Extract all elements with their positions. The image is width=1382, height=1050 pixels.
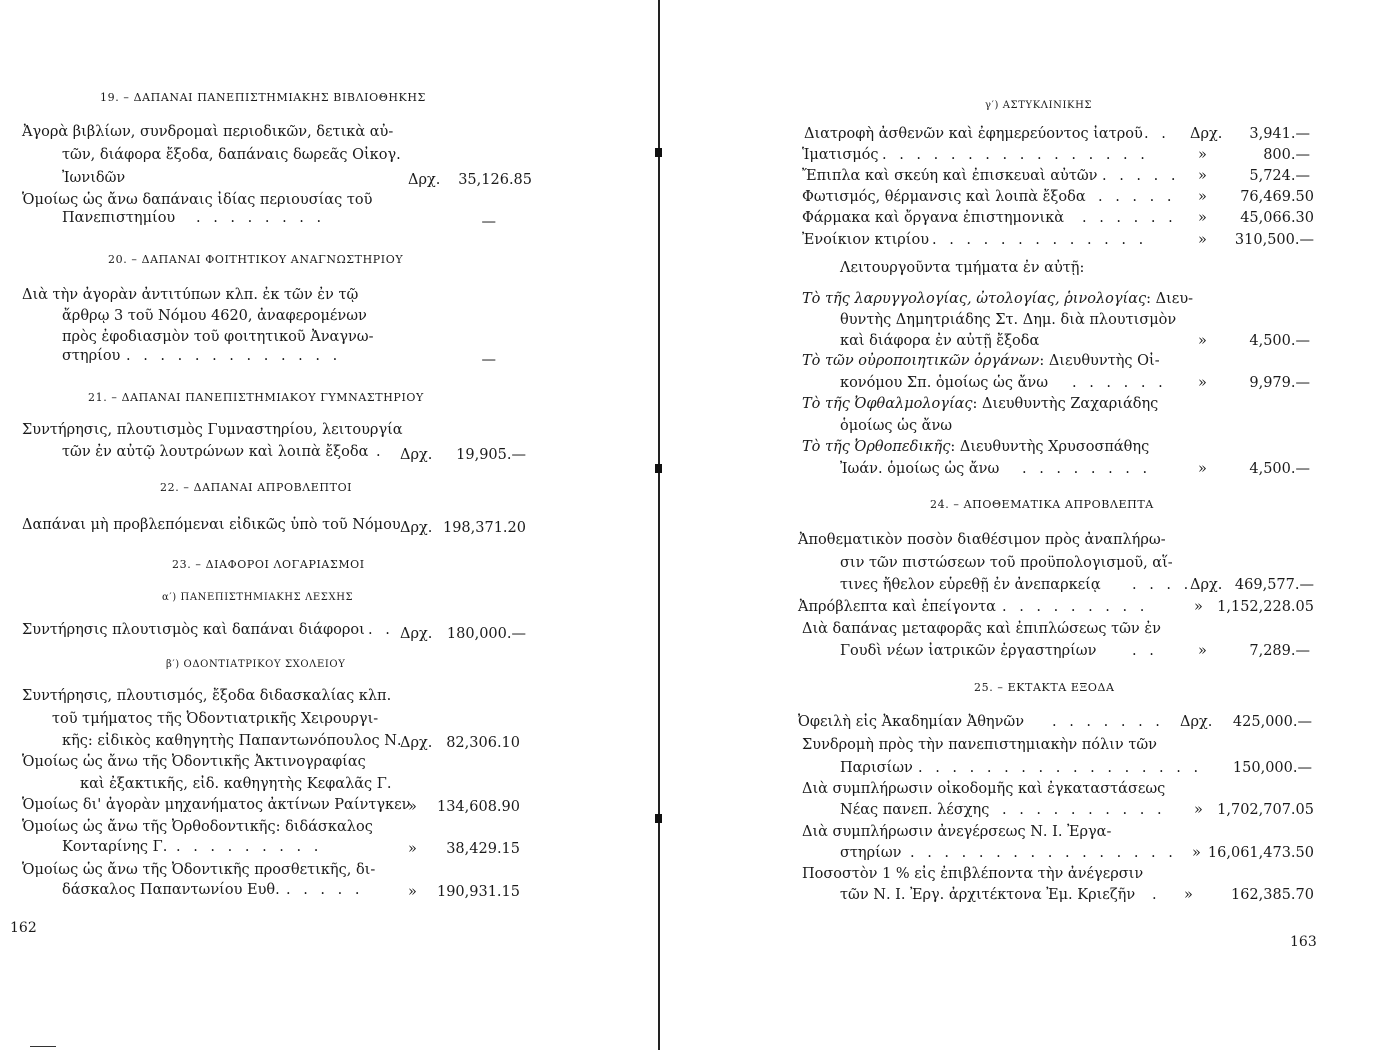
entry-text: τῶν, διάφορα ἔξοδα, δαπάναις δωρεᾶς Οἰκογ. — [62, 147, 401, 163]
subsection-heading: α′) ΠΑΝΕΠΙΣΤΗΜΙΑΚΗΣ ΛΕΣΧΗΣ — [162, 592, 354, 603]
entry-text: : Διευ- — [1146, 291, 1194, 307]
currency-label: Δρχ. — [408, 172, 441, 188]
entry-text: τινες ἤθελον εὑρεθῇ ἐν ἀνεπαρκείᾳ — [840, 577, 1101, 593]
currency-label: Δρχ. — [1190, 126, 1223, 142]
entry-text: Ὀφειλὴ εἰς Ἀκαδημίαν Ἀθηνῶν — [798, 714, 1025, 730]
entry-text: Διὰ δαπάνας μεταφορᾶς καὶ ἐπιπλώσεως τῶν ἐν — [802, 621, 1161, 637]
entry-text: Ποσοστὸν 1 % εἰς ἐπιβλέποντα τὴν ἀνέγερσιν — [802, 866, 1144, 882]
right-page — [662, 0, 1382, 1050]
amount: 76,469.50 — [1240, 189, 1314, 205]
entry-text: καὶ διάφορα ἐν αὐτῇ ἔξοδα — [840, 333, 1040, 349]
dot-leader: . . . . . — [1098, 189, 1176, 205]
amount: 9,979.— — [1249, 375, 1310, 391]
entry-text: Παρισίων — [840, 760, 913, 776]
entry-text: : Διευθυντὴς Οἰ- — [1039, 353, 1160, 369]
dot-leader: . . — [1132, 643, 1158, 659]
amount: 3,941.— — [1249, 126, 1310, 142]
amount: 150,000.— — [1232, 760, 1312, 776]
section-22-heading: 22. – ΔΑΠΑΝΑΙ ΑΠΡΟΒΛΕΠΤΟΙ — [160, 481, 353, 494]
department-name: Τὸ τῶν οὐροποιητικῶν ὀργάνων — [802, 353, 1040, 369]
currency-label: » — [1198, 333, 1207, 349]
entry-text: Συντήρησις, πλουτισμός, ἔξοδα διδασκαλίας κλπ. — [22, 688, 392, 704]
dot-leader: . . . . . . . . . . . . . . . . . — [918, 760, 1203, 776]
section-20-heading: 20. – ΔΑΠΑΝΑΙ ΦΟΙΤΗΤΙΚΟΥ ΑΝΑΓΝΩΣΤΗΡΙΟΥ — [108, 253, 404, 266]
amount: 310,500.— — [1234, 232, 1314, 248]
entry-text: δάσκαλος Παπαντωνίου Ευθ. — [62, 882, 280, 898]
currency-label: » — [1198, 643, 1207, 659]
dot-leader: . . . . . . . . . . . . . — [932, 232, 1148, 248]
entry-text: ὁμοίως ὡς ἄνω — [840, 418, 953, 434]
currency-label: » — [1198, 189, 1207, 205]
entry-text: Ὁμοίως δι' ἀγορὰν μηχανήματος ἀκτίνων Ραίντγκεν — [22, 797, 411, 813]
dot-leader: . . . . . — [286, 882, 364, 898]
dot-leader: . . . . . . — [1072, 375, 1167, 391]
entry-text: σιν τῶν πιστώσεων τοῦ προϋπολογισμοῦ, αἵ- — [840, 555, 1173, 571]
entry-text: Ἔπιπλα καὶ σκεύη καὶ ἐπισκευαὶ αὐτῶν — [802, 168, 1098, 184]
currency-label: Δρχ. — [400, 447, 433, 463]
dot-leader: . . . . . . . . . . . . . — [126, 348, 342, 364]
currency-label: » — [408, 799, 417, 815]
dot-leader: . . — [1144, 126, 1170, 142]
currency-label: Δρχ. — [1190, 577, 1223, 593]
entry-text: Ἰωνιδῶν — [62, 170, 126, 186]
divider — [30, 1046, 56, 1047]
currency-label: » — [1198, 147, 1207, 163]
entry-text: : Διευθυντὴς Ζαχαριάδης — [972, 396, 1159, 412]
spine-line — [658, 0, 660, 1050]
entry-text: Φωτισμός, θέρμανσις καὶ λοιπὰ ἔξοδα — [802, 189, 1086, 205]
dot-leader: . . . . . . . . — [1022, 461, 1152, 477]
spine-mark — [655, 814, 662, 823]
section-25-heading: 25. – ΕΚΤΑΚΤΑ ΕΞΟΔΑ — [974, 681, 1115, 694]
spine-mark — [655, 464, 662, 473]
left-page — [0, 0, 655, 1050]
entry-text: Ὁμοίως ὡς ἄνω τῆς Ὀδοντικῆς προσθετικῆς, δι- — [22, 862, 376, 878]
dot-leader: . . . . . . . . . . . . . . . . — [882, 147, 1149, 163]
amount: 45,066.30 — [1240, 210, 1314, 226]
department-name: Τὸ τῆς Ὀφθαλμολογίας — [802, 396, 973, 412]
entry-text: Διὰ συμπλήρωσιν οἰκοδομῆς καὶ ἐγκαταστάσεως — [802, 781, 1166, 797]
dot-leader: . . . . . . . . . . . . . . . . — [910, 845, 1177, 861]
entry-text: Νέας πανεπ. λέσχης — [840, 802, 990, 818]
currency-label: » — [1184, 887, 1193, 903]
dot-leader: . . . . . . — [1082, 210, 1177, 226]
amount: 134,608.90 — [436, 799, 520, 815]
spine-mark — [655, 148, 662, 157]
amount: 19,905.— — [456, 447, 526, 463]
department-name: Τὸ τῆς Ὀρθοπεδικῆς — [802, 439, 951, 455]
amount: 162,385.70 — [1230, 887, 1314, 903]
entry-text: τῶν Ν. Ι. Ἐργ. ἀρχιτέκτονα Ἐμ. Κριεζῆν — [840, 887, 1136, 903]
currency-label: Δρχ. — [400, 626, 433, 642]
entry-text: Ἀπρόβλεπτα καὶ ἐπείγοντα — [798, 599, 996, 615]
entry-text: Ὁμοίως ὡς ἄνω τῆς Ὀρθοδοντικῆς: διδάσκαλος — [22, 819, 373, 835]
entry-text: πρὸς ἐφοδιασμὸν τοῦ φοιτητικοῦ Ἀναγνω- — [62, 329, 374, 345]
department-name: Τὸ τῆς λαρυγγολογίας, ὠτολογίας, ῥινολογίας — [802, 291, 1147, 307]
entry-text: Δαπάναι μὴ προβλεπόμεναι εἰδικῶς ὑπὸ τοῦ Νόμου — [22, 517, 401, 533]
entry-text: καὶ ἐξακτικῆς, εἰδ. καθηγητὴς Κεφαλᾶς Γ. — [80, 776, 392, 792]
dot-leader: . — [376, 444, 381, 460]
currency-label: » — [408, 884, 417, 900]
amount: 1,702,707.05 — [1217, 802, 1314, 818]
entry-text: : Διευθυντὴς Χρυσοσπάθης — [950, 439, 1150, 455]
amount: 198,371.20 — [442, 520, 526, 536]
dot-leader: . . . . . . . — [1052, 714, 1164, 730]
currency-label: Δρχ. — [400, 520, 433, 536]
entry-text: Ἀποθεματικὸν ποσὸν διαθέσιμον πρὸς ἀναπλήρω- — [798, 532, 1166, 548]
amount: 16,061,473.50 — [1207, 845, 1314, 861]
entry-text: Διὰ τὴν ἀγορὰν ἀντιτύπων κλπ. ἐκ τῶν ἐν τῷ — [22, 287, 359, 303]
currency-label: » — [1198, 168, 1207, 184]
entry-text: Ὁμοίως ὡς ἄνω δαπάναις ἰδίας περιουσίας τοῦ — [22, 192, 373, 208]
dot-leader: . . . . . . . . . — [1002, 599, 1149, 615]
entry-text: Φάρμακα καὶ ὄργανα ἐπιστημονικὰ — [802, 210, 1065, 226]
entry-text: κονόμου Σπ. ὁμοίως ὡς ἄνω — [840, 375, 1049, 391]
page-number: 163 — [1290, 934, 1317, 950]
amount: 38,429.15 — [446, 841, 520, 857]
entry-text: Διὰ συμπλήρωσιν ἀνεγέρσεως Ν. Ι. Ἐργα- — [802, 824, 1112, 840]
entry-text: Συντήρησις, πλουτισμὸς Γυμναστηρίου, λειτουργία — [22, 422, 403, 438]
currency-label: » — [1194, 599, 1203, 615]
subsection-heading: γ′) ΑΣΤΥΚΛΙΝΙΚΗΣ — [985, 100, 1093, 111]
dot-leader: . . . . . . . . . — [176, 839, 323, 855]
subheading-text: Λειτουργοῦντα τμήματα ἐν αὐτῇ: — [840, 260, 1085, 276]
currency-label: » — [1198, 375, 1207, 391]
entry-text: Ἐνοίκιον κτιρίου — [802, 232, 930, 248]
currency-label: » — [408, 841, 417, 857]
dot-leader: . — [1152, 887, 1157, 903]
amount: 4,500.— — [1249, 333, 1310, 349]
entry-text: Ἀγορὰ βιβλίων, συνδρομαὶ περιοδικῶν, δετικὰ αὐ- — [22, 124, 394, 140]
entry-text: τῶν ἐν αὐτῷ λουτρώνων καὶ λοιπὰ ἔξοδα — [62, 444, 369, 460]
amount: 180,000.— — [446, 626, 526, 642]
entry-text: τοῦ τμήματος τῆς Ὀδοντιατρικῆς Χειρουργι- — [52, 711, 379, 727]
amount: 469,577.— — [1234, 577, 1314, 593]
amount: 1,152,228.05 — [1217, 599, 1314, 615]
currency-label: Δρχ. — [400, 735, 433, 751]
entry-text: Διατροφὴ ἀσθενῶν καὶ ἐφημερεύοντος ἰατροῦ — [804, 126, 1143, 142]
currency-label: » — [1198, 232, 1207, 248]
entry-text: στηρίων — [840, 845, 902, 861]
amount: 7,289.— — [1249, 643, 1310, 659]
amount: 425,000.— — [1232, 714, 1312, 730]
entry-text: θυντὴς Δημητριάδης Στ. Δημ. διὰ πλουτισμὸν — [840, 312, 1177, 328]
currency-label: Δρχ. — [1180, 714, 1213, 730]
book-spine — [655, 0, 662, 1050]
amount: 190,931.15 — [436, 884, 520, 900]
amount: 82,306.10 — [446, 735, 520, 751]
entry-text: Συνδρομὴ πρὸς τὴν πανεπιστημιακὴν πόλιν τῶν — [802, 737, 1157, 753]
entry-text: Γουδὶ νέων ἰατρικῶν ἐργαστηρίων — [840, 643, 1097, 659]
currency-label: » — [1194, 802, 1203, 818]
section-19-heading: 19. – ΔΑΠΑΝΑΙ ΠΑΝΕΠΙΣΤΗΜΙΑΚΗΣ ΒΙΒΛΙΟΘΗΚΗΣ — [100, 91, 426, 104]
dot-leader: . . . . . . . . — [196, 210, 326, 226]
dot-leader: . . . . — [1132, 577, 1193, 593]
amount: 35,126.85 — [458, 172, 532, 188]
subsection-heading: β′) ΟΔΟΝΤΙΑΤΡΙΚΟΥ ΣΧΟΛΕΙΟΥ — [166, 659, 346, 670]
amount: — — [481, 214, 496, 230]
entry-text: στηρίου — [62, 348, 121, 364]
entry-text: Κονταρίνης Γ. — [62, 839, 168, 855]
dot-leader: . . — [368, 622, 394, 638]
section-24-heading: 24. – ΑΠΟΘΕΜΑΤΙΚΑ ΑΠΡΟΒΛΕΠΤΑ — [930, 498, 1154, 511]
dot-leader: . . . . . — [1102, 168, 1180, 184]
entry-text: Ὁμοίως ὡς ἄνω τῆς Ὀδοντικῆς Ἀκτινογραφίας — [22, 754, 366, 770]
section-21-heading: 21. – ΔΑΠΑΝΑΙ ΠΑΝΕΠΙΣΤΗΜΙΑΚΟΥ ΓΥΜΝΑΣΤΗΡΙΟΥ — [88, 391, 424, 404]
amount: 4,500.— — [1249, 461, 1310, 477]
entry-text: ἄρθρῳ 3 τοῦ Νόμου 4620, ἀναφερομένων — [62, 308, 367, 324]
section-23-heading: 23. – ΔΙΑΦΟΡΟΙ ΛΟΓΑΡΙΑΣΜΟΙ — [172, 558, 365, 571]
amount: — — [481, 352, 496, 368]
currency-label: » — [1192, 845, 1201, 861]
amount: 5,724.— — [1249, 168, 1310, 184]
amount: 800.— — [1263, 147, 1310, 163]
entry-text: Συντήρησις πλουτισμὸς καὶ δαπάναι διάφοροι — [22, 622, 365, 638]
entry-text: Πανεπιστημίου — [62, 210, 176, 226]
entry-text: κῆς: εἰδικὸς καθηγητὴς Παπαντωνόπουλος Ν. — [62, 733, 402, 749]
currency-label: » — [1198, 461, 1207, 477]
entry-text: Ἰωάν. ὁμοίως ὡς ἄνω — [840, 461, 1000, 477]
dot-leader: . . . . . . . . . . — [1002, 802, 1166, 818]
currency-label: » — [1198, 210, 1207, 226]
entry-text: Ἱματισμός — [802, 147, 879, 163]
page-number: 162 — [10, 920, 37, 936]
